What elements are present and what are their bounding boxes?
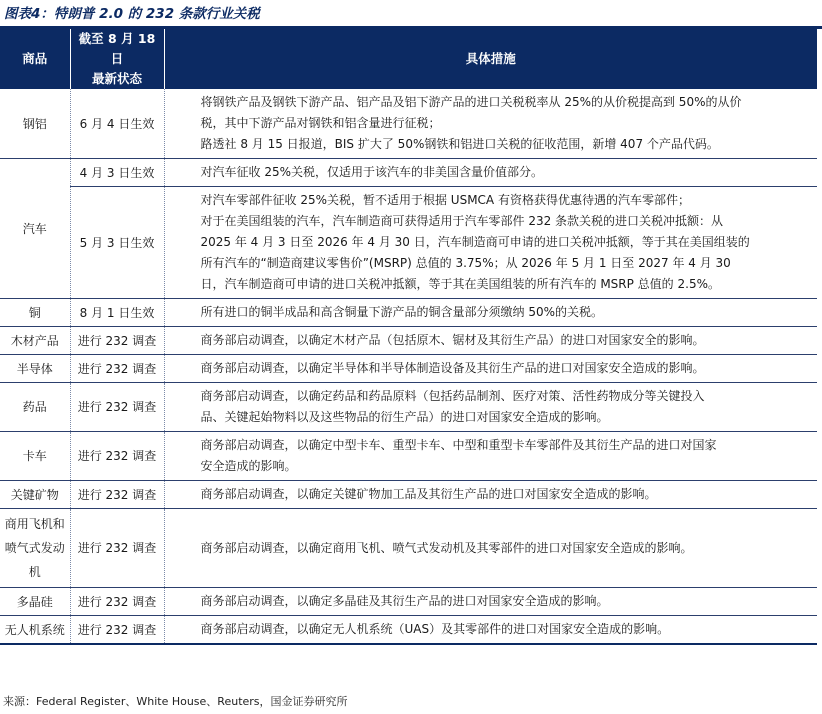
measures-list	[169, 162, 814, 183]
measure-text: 安全造成的影响。	[200, 459, 297, 473]
measure-line	[169, 484, 814, 505]
measure-line	[169, 591, 814, 612]
measure-text: 税，其中下游产品对钢铁和铝含量进行征税；	[200, 116, 441, 130]
status-cell: 5 月 3 日生效	[70, 187, 164, 299]
row-critical-minerals	[0, 481, 817, 509]
measure-text: 商务部启动调查，以确定无人机系统（UAS）及其零部件的进口对国家安全造成的影响。	[200, 622, 670, 636]
measures-cell	[164, 327, 817, 355]
tariff-table	[0, 29, 817, 645]
header-status-line1: 截至 8 月 18 日	[78, 31, 156, 66]
table-title: 图表4：特朗普 2.0 的 232 条款行业关税	[4, 6, 260, 22]
measure-text: 对汽车零部件征收 25%关税，暂不适用于根据 USMCA 有资格获得优惠待遇的汽车零部件；	[200, 193, 690, 207]
measure-line	[169, 190, 814, 211]
status-cell: 进行 232 调查	[70, 327, 164, 355]
measure-line	[169, 330, 814, 351]
header-row	[0, 29, 817, 89]
measure-text: 商务部启动调查，以确定药品和药品原料（包括药品制剂、医疗对策、活性药物成分等关键投入	[200, 389, 705, 403]
measure-line	[169, 92, 814, 113]
measures-cell	[164, 509, 817, 588]
measures-cell	[164, 616, 817, 645]
measure-line	[169, 619, 814, 640]
measure-text: 商务部启动调查，以确定商用飞机、喷气式发动机及其零部件的进口对国家安全造成的影响。	[200, 540, 693, 555]
measure-text: 所有汽车的“制造商建议零售价”(MSRP) 总值的 3.75%；从 2026 年 5 月 1 日至 2027 年 4 月 30	[200, 256, 731, 270]
measure-text: 商务部启动调查，以确定半导体和半导体制造设备及其衍生产品的进口对国家安全造成的影响。	[200, 361, 705, 375]
measures-list	[169, 330, 814, 351]
measures-cell	[164, 89, 817, 159]
measure-line	[169, 253, 814, 274]
measure-text: 日，汽车制造商可申请的进口关税冲抵额，等于其在美国组装的所有汽车的 MSRP 总值的 2.5%。	[200, 277, 720, 291]
row-drones	[0, 616, 817, 645]
measure-line	[169, 274, 814, 295]
product-cell: 商用飞机和喷气式发动机	[0, 509, 70, 588]
status-cell: 进行 232 调查	[70, 509, 164, 588]
measures-cell	[164, 187, 817, 299]
status-cell: 6 月 4 日生效	[70, 89, 164, 159]
product-cell: 汽车	[0, 159, 70, 299]
measure-text: 将钢铁产品及钢铁下游产品、铝产品及铝下游产品的进口关税税率从 25%的从价税提高到 50%的从价	[200, 95, 742, 109]
measure-line	[169, 407, 814, 428]
header-status-line2: 最新状态	[91, 71, 142, 86]
status-cell: 进行 232 调查	[70, 616, 164, 645]
measures-cell	[164, 588, 817, 616]
measure-line	[169, 113, 814, 134]
header-status	[70, 29, 164, 89]
product-cell: 多晶硅	[0, 588, 70, 616]
row-auto-parts	[0, 187, 817, 299]
product-cell: 药品	[0, 383, 70, 432]
status-cell: 进行 232 调查	[70, 355, 164, 383]
measures-cell	[164, 159, 817, 187]
product-cell: 木材产品	[0, 327, 70, 355]
header-product: 商品	[0, 29, 70, 89]
status-cell: 进行 232 调查	[70, 432, 164, 481]
product-cell: 铜	[0, 299, 70, 327]
measure-line	[169, 435, 814, 456]
measures-list	[169, 538, 814, 559]
measures-list	[169, 190, 814, 295]
measure-line	[169, 358, 814, 379]
row-aircraft-engines	[0, 509, 817, 588]
status-cell: 4 月 3 日生效	[70, 159, 164, 187]
row-lumber	[0, 327, 817, 355]
measures-list	[169, 92, 814, 155]
product-cell: 钢铝	[0, 89, 70, 159]
status-cell: 进行 232 调查	[70, 383, 164, 432]
measure-line	[169, 456, 814, 477]
measure-text: 商务部启动调查，以确定中型卡车、重型卡车、中型和重型卡车零部件及其衍生产品的进口对国家	[200, 438, 717, 452]
status-cell: 8 月 1 日生效	[70, 299, 164, 327]
measures-cell	[164, 299, 817, 327]
measure-line	[169, 162, 814, 183]
measures-cell	[164, 481, 817, 509]
measure-line	[169, 232, 814, 253]
row-trucks	[0, 432, 817, 481]
row-pharmaceuticals	[0, 383, 817, 432]
measure-text: 路透社 8 月 15 日报道，BIS 扩大了 50%钢铁和铝进口关税的征收范围，新增 407 个产品代码。	[200, 137, 719, 151]
status-cell: 进行 232 调查	[70, 588, 164, 616]
row-semiconductors	[0, 355, 817, 383]
measure-text: 对于在美国组装的汽车，汽车制造商可获得适用于汽车零部件 232 条款关税的进口关税冲抵额：从	[200, 214, 724, 228]
source-note: 来源：Federal Register、White House、Reuters，国金证券研究所	[3, 695, 348, 708]
measure-line	[169, 386, 814, 407]
measure-line	[169, 302, 814, 323]
measure-text: 品、关键起始物料以及这些物品的衍生产品）的进口对国家安全造成的影响。	[200, 410, 609, 424]
measure-text: 所有进口的铜半成品和高含铜量下游产品的铜含量部分须缴纳 50%的关税。	[200, 305, 603, 319]
measures-list	[169, 435, 814, 477]
measure-text: 商务部启动调查，以确定木材产品（包括原木、锯材及其衍生产品）的进口对国家安全的影响。	[200, 333, 705, 347]
measures-list	[169, 591, 814, 612]
measures-cell	[164, 355, 817, 383]
product-cell: 卡车	[0, 432, 70, 481]
measures-cell	[164, 383, 817, 432]
measure-text: 商务部启动调查，以确定关键矿物加工品及其衍生产品的进口对国家安全造成的影响。	[200, 487, 657, 501]
product-cell: 无人机系统	[0, 616, 70, 645]
measures-list	[169, 302, 814, 323]
header-measures: 具体措施	[164, 29, 817, 89]
measure-line	[169, 211, 814, 232]
measure-text: 商务部启动调查，以确定多晶硅及其衍生产品的进口对国家安全造成的影响。	[200, 594, 609, 608]
measure-text: 对汽车征收 25%关税，仅适用于该汽车的非美国含量价值部分。	[200, 165, 543, 179]
measures-list	[169, 484, 814, 505]
row-polysilicon	[0, 588, 817, 616]
product-cell: 半导体	[0, 355, 70, 383]
measure-line	[169, 538, 814, 559]
row-copper	[0, 299, 817, 327]
measures-list	[169, 619, 814, 640]
status-cell: 进行 232 调查	[70, 481, 164, 509]
row-autos	[0, 159, 817, 187]
row-steel-aluminum	[0, 89, 817, 159]
measure-text: 2025 年 4 月 3 日至 2026 年 4 月 30 日，汽车制造商可申请的进口关税冲抵额，等于其在美国组装的	[200, 235, 750, 249]
measures-cell	[164, 432, 817, 481]
measure-line	[169, 134, 814, 155]
measures-list	[169, 386, 814, 428]
measures-list	[169, 358, 814, 379]
product-cell: 关键矿物	[0, 481, 70, 509]
